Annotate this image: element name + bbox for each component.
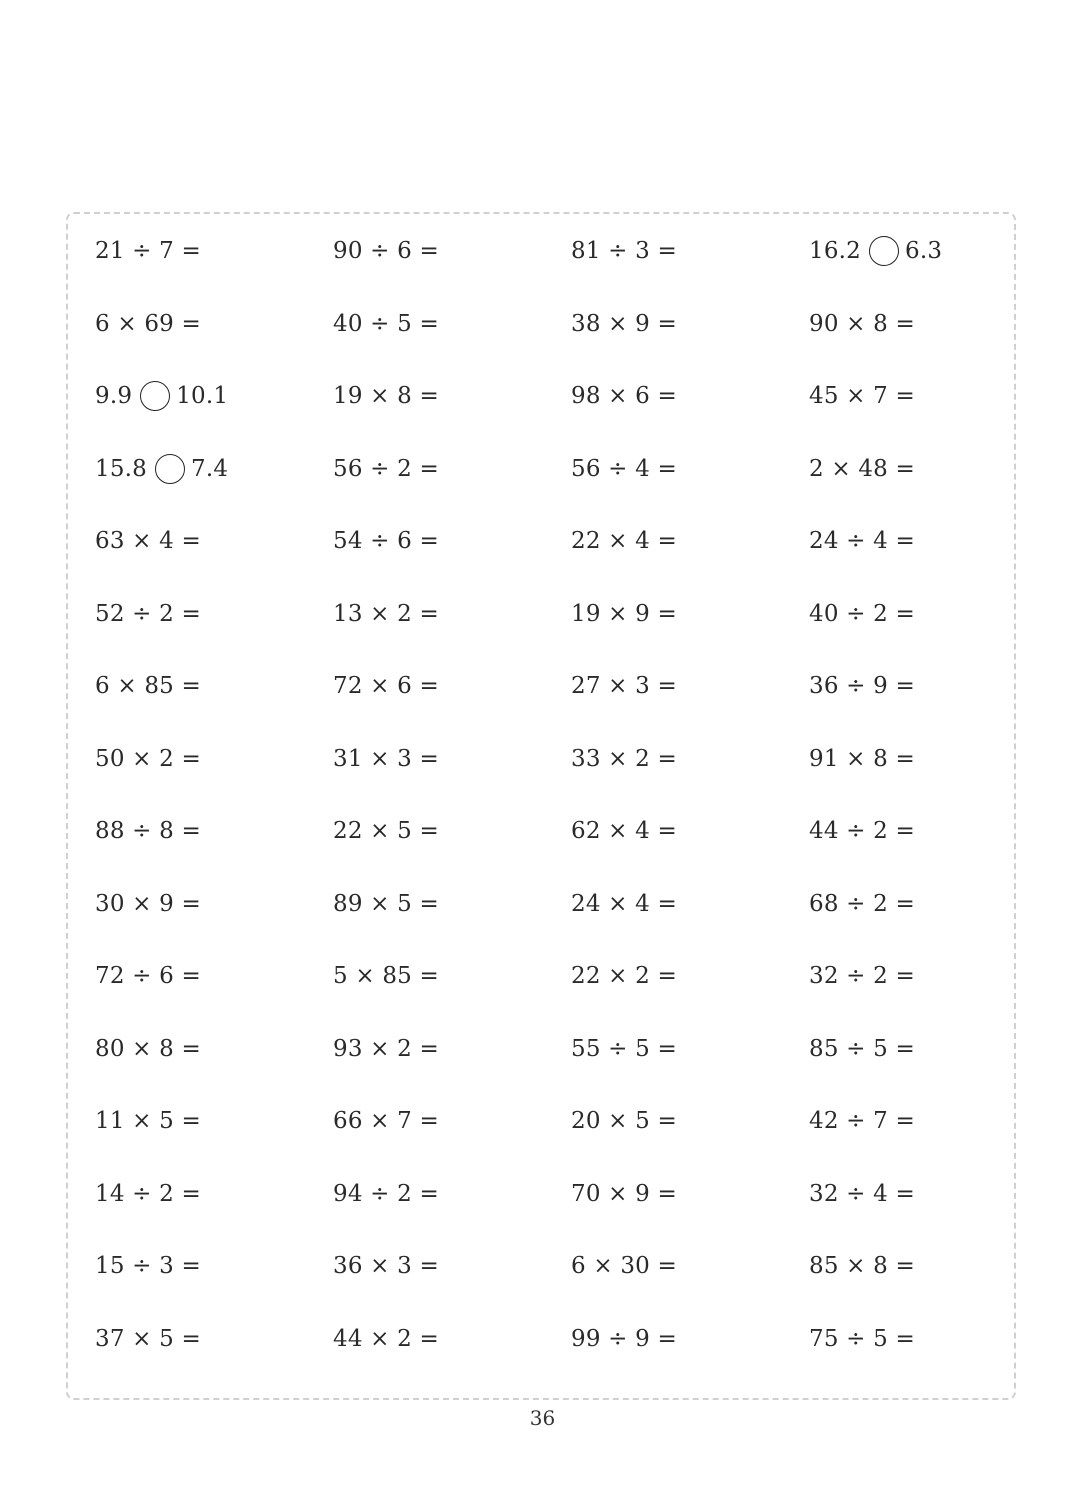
answer-circle-icon[interactable] <box>869 236 899 266</box>
equation-problem: 56 ÷ 2 = <box>333 455 439 482</box>
equation-problem: 20 × 5 = <box>571 1108 677 1135</box>
equation-problem: 90 ÷ 6 = <box>333 238 439 265</box>
equation-problem: 44 ÷ 2 = <box>809 818 915 845</box>
equation-problem: 33 × 2 = <box>571 745 677 772</box>
equation-problem: 5 × 85 = <box>333 963 439 990</box>
equation-problem: 93 × 2 = <box>333 1035 439 1062</box>
equation-problem: 55 ÷ 5 = <box>571 1035 677 1062</box>
equation-problem: 6 × 30 = <box>571 1253 677 1280</box>
equation-problem: 30 × 9 = <box>95 890 201 917</box>
equation-problem: 75 ÷ 5 = <box>809 1325 915 1352</box>
equation-problem: 54 ÷ 6 = <box>333 528 439 555</box>
equation-problem: 24 ÷ 4 = <box>809 528 915 555</box>
problem-grid <box>95 214 1045 1375</box>
equation-problem: 14 ÷ 2 = <box>95 1180 201 1207</box>
equation-problem: 24 × 4 = <box>571 890 677 917</box>
equation-problem: 27 × 3 = <box>571 673 677 700</box>
comparison-right-value: 10.1 <box>176 383 229 410</box>
equation-problem: 62 × 4 = <box>571 818 677 845</box>
equation-problem: 72 ÷ 6 = <box>95 963 201 990</box>
comparison-left-value: 15.8 <box>95 455 148 482</box>
worksheet-frame <box>66 212 1016 1400</box>
comparison-problem <box>809 215 1045 288</box>
equation-problem: 72 × 6 = <box>333 673 439 700</box>
equation-problem: 90 × 8 = <box>809 310 915 337</box>
comparison-right-value: 6.3 <box>905 238 943 265</box>
equation-problem: 38 × 9 = <box>571 310 677 337</box>
equation-problem: 94 ÷ 2 = <box>333 1180 439 1207</box>
equation-problem: 99 ÷ 9 = <box>571 1325 677 1352</box>
equation-problem: 85 ÷ 5 = <box>809 1035 915 1062</box>
equation-problem: 56 ÷ 4 = <box>571 455 677 482</box>
equation-problem: 22 × 5 = <box>333 818 439 845</box>
equation-problem: 36 × 3 = <box>333 1253 439 1280</box>
comparison-right-value: 7.4 <box>191 455 229 482</box>
page-number: 36 <box>529 1406 556 1430</box>
equation-problem: 36 ÷ 9 = <box>809 673 915 700</box>
equation-problem: 81 ÷ 3 = <box>571 238 677 265</box>
equation-problem: 31 × 3 = <box>333 745 439 772</box>
equation-problem: 22 × 4 = <box>571 528 677 555</box>
equation-problem: 19 × 9 = <box>571 600 677 627</box>
equation-problem: 52 ÷ 2 = <box>95 600 201 627</box>
equation-problem: 13 × 2 = <box>333 600 439 627</box>
comparison-left-value: 9.9 <box>95 383 133 410</box>
equation-problem: 11 × 5 = <box>95 1108 201 1135</box>
equation-problem: 40 ÷ 5 = <box>333 310 439 337</box>
equation-problem: 19 × 8 = <box>333 383 439 410</box>
equation-problem: 88 ÷ 8 = <box>95 818 201 845</box>
equation-problem: 80 × 8 = <box>95 1035 201 1062</box>
equation-problem: 63 × 4 = <box>95 528 201 555</box>
comparison-problem <box>95 433 333 506</box>
equation-problem: 89 × 5 = <box>333 890 439 917</box>
equation-problem: 32 ÷ 2 = <box>809 963 915 990</box>
equation-problem: 98 × 6 = <box>571 383 677 410</box>
equation-problem: 85 × 8 = <box>809 1253 915 1280</box>
equation-problem: 15 ÷ 3 = <box>95 1253 201 1280</box>
equation-problem: 50 × 2 = <box>95 745 201 772</box>
equation-problem: 21 ÷ 7 = <box>95 238 201 265</box>
answer-circle-icon[interactable] <box>140 381 170 411</box>
equation-problem: 45 × 7 = <box>809 383 915 410</box>
equation-problem: 32 ÷ 4 = <box>809 1180 915 1207</box>
equation-problem: 37 × 5 = <box>95 1325 201 1352</box>
equation-problem: 44 × 2 = <box>333 1325 439 1352</box>
equation-problem: 68 ÷ 2 = <box>809 890 915 917</box>
equation-problem: 66 × 7 = <box>333 1108 439 1135</box>
comparison-left-value: 16.2 <box>809 238 862 265</box>
answer-circle-icon[interactable] <box>155 454 185 484</box>
equation-problem: 40 ÷ 2 = <box>809 600 915 627</box>
equation-problem: 6 × 85 = <box>95 673 201 700</box>
comparison-problem <box>95 360 333 433</box>
equation-problem: 6 × 69 = <box>95 310 201 337</box>
equation-problem: 70 × 9 = <box>571 1180 677 1207</box>
equation-problem: 2 × 48 = <box>809 455 915 482</box>
equation-problem: 22 × 2 = <box>571 963 677 990</box>
equation-problem: 91 × 8 = <box>809 745 915 772</box>
equation-problem: 42 ÷ 7 = <box>809 1108 915 1135</box>
